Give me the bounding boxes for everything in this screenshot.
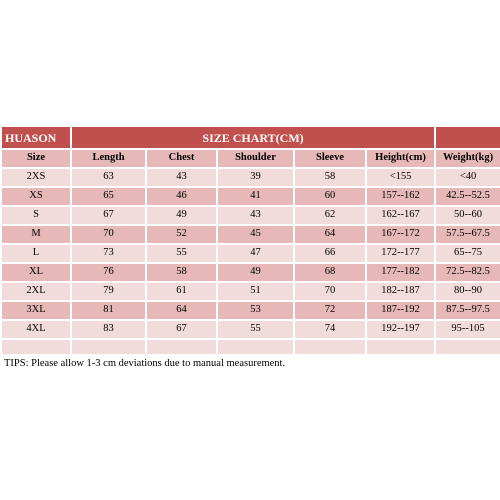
table-row bbox=[2, 321, 500, 338]
tips-note: TIPS: Please allow 1-3 cm deviations due to manual measurement. bbox=[2, 356, 500, 372]
cell-size: 3XL bbox=[2, 302, 70, 319]
tips-row bbox=[2, 356, 500, 372]
cell-shoulder: 51 bbox=[218, 283, 293, 300]
cell-chest: 46 bbox=[147, 188, 216, 205]
cell-weight: 42.5--52.5 bbox=[436, 188, 500, 205]
title-filler-cell bbox=[436, 127, 500, 148]
cell-sleeve: 68 bbox=[295, 264, 365, 281]
brand-label: HUASON bbox=[2, 127, 70, 148]
cell-weight: 57.5--67.5 bbox=[436, 226, 500, 243]
cell-length: 81 bbox=[72, 302, 145, 319]
table-row bbox=[2, 169, 500, 186]
table-row bbox=[2, 264, 500, 281]
cell-chest: 43 bbox=[147, 169, 216, 186]
cell-chest: 49 bbox=[147, 207, 216, 224]
table-row bbox=[2, 302, 500, 319]
cell-weight: 50--60 bbox=[436, 207, 500, 224]
cell-chest: 52 bbox=[147, 226, 216, 243]
cell-sleeve: 66 bbox=[295, 245, 365, 262]
cell-chest: 61 bbox=[147, 283, 216, 300]
column-header-shoulder: Shoulder bbox=[218, 150, 293, 167]
cell-sleeve: 70 bbox=[295, 283, 365, 300]
cell-length: 79 bbox=[72, 283, 145, 300]
cell-length: 67 bbox=[72, 207, 145, 224]
cell-shoulder: 55 bbox=[218, 321, 293, 338]
cell-length: 70 bbox=[72, 226, 145, 243]
column-header-row bbox=[2, 150, 500, 167]
cell-sleeve: 62 bbox=[295, 207, 365, 224]
cell-size: M bbox=[2, 226, 70, 243]
cell-size: 4XL bbox=[2, 321, 70, 338]
cell-size: XS bbox=[2, 188, 70, 205]
table-row bbox=[2, 245, 500, 262]
cell-length: 63 bbox=[72, 169, 145, 186]
cell-height: 157--162 bbox=[367, 188, 434, 205]
cell-sleeve: 64 bbox=[295, 226, 365, 243]
cell-height: 177--182 bbox=[367, 264, 434, 281]
cell-sleeve: 72 bbox=[295, 302, 365, 319]
cell-weight: 87.5--97.5 bbox=[436, 302, 500, 319]
column-header-weight: Weight(kg) bbox=[436, 150, 500, 167]
blank-row bbox=[2, 340, 500, 354]
cell-height: 182--187 bbox=[367, 283, 434, 300]
table-row bbox=[2, 226, 500, 243]
column-header-height: Height(cm) bbox=[367, 150, 434, 167]
cell-weight: 95--105 bbox=[436, 321, 500, 338]
cell-shoulder: 43 bbox=[218, 207, 293, 224]
cell-shoulder: 53 bbox=[218, 302, 293, 319]
column-header-length: Length bbox=[72, 150, 145, 167]
column-header-sleeve: Sleeve bbox=[295, 150, 365, 167]
cell-height: 167--172 bbox=[367, 226, 434, 243]
table-row bbox=[2, 283, 500, 300]
table-row bbox=[2, 207, 500, 224]
cell-shoulder: 45 bbox=[218, 226, 293, 243]
cell-height: 192--197 bbox=[367, 321, 434, 338]
cell-length: 76 bbox=[72, 264, 145, 281]
cell-height: 162--167 bbox=[367, 207, 434, 224]
cell-length: 73 bbox=[72, 245, 145, 262]
cell-size: XL bbox=[2, 264, 70, 281]
chart-title: SIZE CHART(CM) bbox=[72, 127, 434, 148]
cell-weight: <40 bbox=[436, 169, 500, 186]
cell-sleeve: 74 bbox=[295, 321, 365, 338]
cell-chest: 58 bbox=[147, 264, 216, 281]
title-row bbox=[2, 127, 500, 148]
cell-length: 83 bbox=[72, 321, 145, 338]
column-header-size: Size bbox=[2, 150, 70, 167]
cell-height: 187--192 bbox=[367, 302, 434, 319]
cell-chest: 55 bbox=[147, 245, 216, 262]
cell-chest: 64 bbox=[147, 302, 216, 319]
cell-size: 2XL bbox=[2, 283, 70, 300]
cell-weight: 65--75 bbox=[436, 245, 500, 262]
size-chart-table bbox=[0, 125, 500, 374]
cell-shoulder: 39 bbox=[218, 169, 293, 186]
cell-shoulder: 41 bbox=[218, 188, 293, 205]
table-row bbox=[2, 188, 500, 205]
cell-height: 172--177 bbox=[367, 245, 434, 262]
cell-sleeve: 58 bbox=[295, 169, 365, 186]
cell-shoulder: 47 bbox=[218, 245, 293, 262]
column-header-chest: Chest bbox=[147, 150, 216, 167]
cell-size: L bbox=[2, 245, 70, 262]
cell-size: S bbox=[2, 207, 70, 224]
cell-sleeve: 60 bbox=[295, 188, 365, 205]
cell-size: 2XS bbox=[2, 169, 70, 186]
cell-shoulder: 49 bbox=[218, 264, 293, 281]
cell-weight: 72.5--82.5 bbox=[436, 264, 500, 281]
cell-length: 65 bbox=[72, 188, 145, 205]
cell-chest: 67 bbox=[147, 321, 216, 338]
cell-weight: 80--90 bbox=[436, 283, 500, 300]
cell-height: <155 bbox=[367, 169, 434, 186]
